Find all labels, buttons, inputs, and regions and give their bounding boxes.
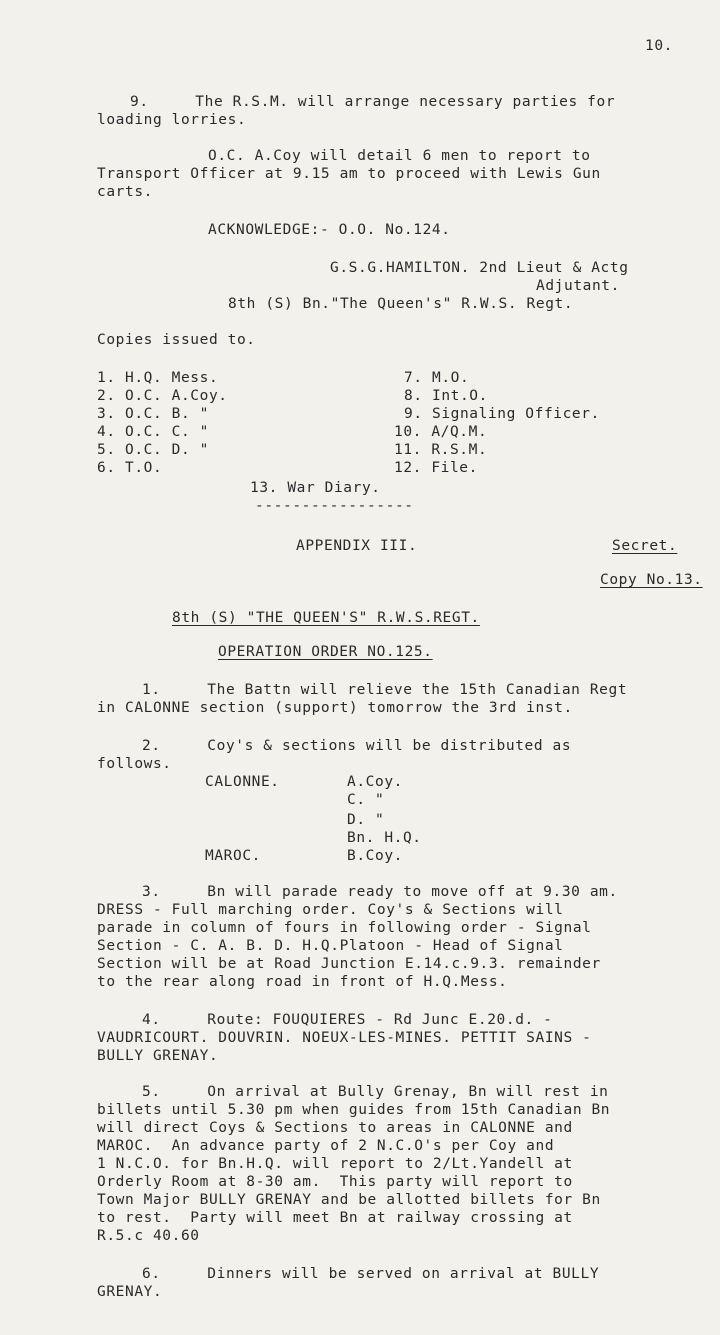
list-item: 1. H.Q. Mess. [97,370,219,386]
copies-heading: Copies issued to. [97,332,256,348]
copy-number: Copy No.13. [600,572,703,588]
acknowledge: ACKNOWLEDGE:- O.O. No.124. [208,222,451,238]
para-9-line-2: loading lorries. [97,112,247,128]
list-item: 10. A/Q.M. [394,424,488,440]
list-item: 4. O.C. C. " [97,424,209,440]
para-5-line: R.5.c 40.60 [97,1228,200,1244]
para-5-line: 1 N.C.O. for Bn.H.Q. will report to 2/Lt.Yandell at [97,1156,573,1172]
signature-line-3: 8th (S) Bn."The Queen's" R.W.S. Regt. [228,296,574,312]
para-5-line: 5. On arrival at Bully Grenay, Bn will rest in [142,1084,609,1100]
order-title: OPERATION ORDER NO.125. [218,644,433,660]
list-item: B.Coy. [347,848,403,864]
para-3-line: DRESS - Full marching order. Coy's & Sections will [97,902,564,918]
para-1-line-1: 1. The Battn will relieve the 15th Canadian Regt [142,682,628,698]
para-3-line: 3. Bn will parade ready to move off at 9.30 am. [142,884,618,900]
para-2-line-1: 2. Coy's & sections will be distributed as [142,738,572,754]
para-6-line: 6. Dinners will be served on arrival at BULLY [142,1266,600,1282]
maroc-label: MAROC. [205,848,261,864]
para-5-line: to rest. Party will meet Bn at railway crossing at [97,1210,573,1226]
signature-line-1: G.S.G.HAMILTON. 2nd Lieut & Actg [330,260,629,276]
oc-para-line-1: O.C. A.Coy will detail 6 men to report to [208,148,591,164]
para-2-line-2: follows. [97,756,172,772]
para-1-line-2: in CALONNE section (support) tomorrow the 3rd inst. [97,700,573,716]
para-3-line: Section will be at Road Junction E.14.c.9.3. remainder [97,956,601,972]
signature-line-2: Adjutant. [536,278,620,294]
list-item: 6. T.O. [97,460,163,476]
oc-para-line-3: carts. [97,184,153,200]
copies-last: 13. War Diary. [250,480,381,496]
para-3-line: parade in column of fours in following order - Signal [97,920,592,936]
para-5-line: Town Major BULLY GRENAY and be allotted billets for Bn [97,1192,601,1208]
list-item: 3. O.C. B. " [97,406,209,422]
list-item: D. " [347,812,385,828]
list-item: 11. R.S.M. [394,442,488,458]
para-5-line: MAROC. An advance party of 2 N.C.O's per Coy and [97,1138,555,1154]
calonne-label: CALONNE. [205,774,280,790]
list-item: C. " [347,792,385,808]
divider: ----------------- [255,498,414,514]
para-5-line: Orderly Room at 8-30 am. This party will report to [97,1174,573,1190]
para-9-line-1: 9. The R.S.M. will arrange necessary parties for [130,94,616,110]
list-item: 5. O.C. D. " [97,442,209,458]
oc-para-line-2: Transport Officer at 9.15 am to proceed with Lewis Gun [97,166,601,182]
regiment-title: 8th (S) "THE QUEEN'S" R.W.S.REGT. [172,610,480,626]
para-4-line: 4. Route: FOUQUIERES - Rd Junc E.20.d. - [142,1012,553,1028]
para-5-line: will direct Coys & Sections to areas in CALONNE and [97,1120,573,1136]
para-3-line: to the rear along road in front of H.Q.Mess. [97,974,508,990]
secret-label: Secret. [612,538,678,554]
list-item: 12. File. [394,460,478,476]
para-5-line: billets until 5.30 pm when guides from 15th Canadian Bn [97,1102,611,1118]
appendix-heading: APPENDIX III. [296,538,418,554]
para-4-line: BULLY GRENAY. [97,1048,219,1064]
list-item: 8. Int.O. [404,388,488,404]
list-item: Bn. H.Q. [347,830,422,846]
para-4-line: VAUDRICOURT. DOUVRIN. NOEUX-LES-MINES. PETTIT SAINS - [97,1030,592,1046]
page-number: 10. [645,38,673,54]
para-3-line: Section - C. A. B. D. H.Q.Platoon - Head of Signal [97,938,564,954]
list-item: 9. Signaling Officer. [404,406,600,422]
para-6-line: GRENAY. [97,1284,163,1300]
list-item: A.Coy. [347,774,403,790]
list-item: 7. M.O. [404,370,470,386]
list-item: 2. O.C. A.Coy. [97,388,228,404]
